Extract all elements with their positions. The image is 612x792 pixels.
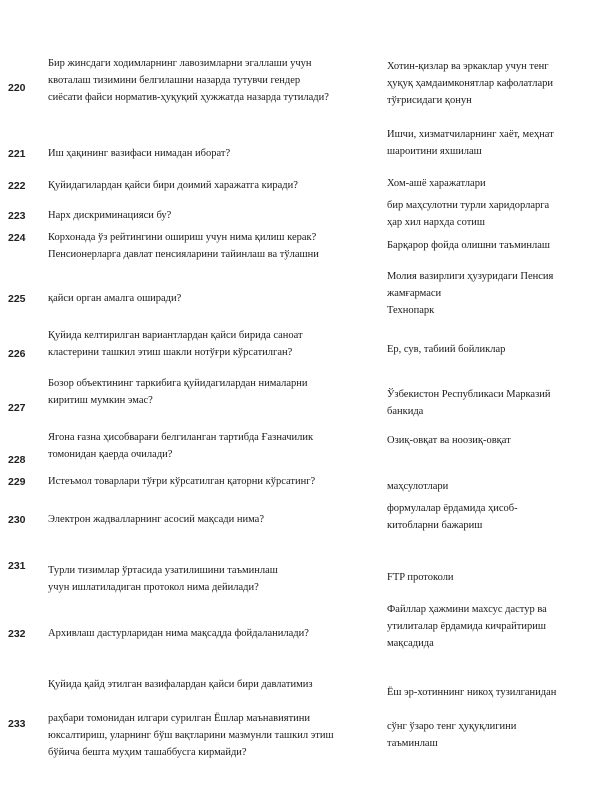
question-text (48, 511, 383, 528)
question-line: Қуйида келтирилган вариантлардан қайси бирида саноат (48, 330, 303, 341)
answer-text (387, 500, 609, 534)
question-text (48, 375, 383, 409)
answer-line (387, 701, 609, 718)
answer-line: Хотин-қизлар ва эркаклар учун тенг (387, 61, 549, 72)
answer-line: жамғармаси (387, 288, 442, 299)
question-line: Ягона ғазна ҳисобварағи белгиланган тартибда Ғазначилик (48, 432, 314, 443)
answer-line: Ишчи, хизматчиларнинг хаёт, меҳнат (387, 129, 554, 140)
question-line: Иш ҳақининг вазифаси нимадан иборат? (48, 148, 231, 159)
question-text (48, 55, 383, 106)
answer-line: мақсадида (387, 638, 434, 649)
question-line: Архивлаш дастурларидан нима мақсадда фойдаланилади? (48, 628, 309, 639)
question-line: кластерини ташкил этиш шакли нотўғри кўрсатилган? (48, 347, 293, 358)
question-line: раҳбари томонидан илгари сурилган Ёшлар маънавиятини (48, 713, 311, 724)
question-number: 228 (8, 454, 26, 466)
answer-text (387, 58, 609, 109)
answer-line: Ўзбекистон Республикаси Марказий (387, 389, 551, 400)
question-number: 224 (8, 232, 26, 244)
question-line: юксалтириш, уларнинг бўш вақтларини мазмунли ташкил этиш (48, 730, 334, 741)
question-line: бўйича бешта муҳим ташаббусга кирмайди? (48, 747, 247, 758)
question-text (48, 676, 383, 761)
answer-line: формулалар ёрдамида ҳисоб- (387, 503, 518, 514)
answer-text (387, 432, 609, 449)
answer-line: маҳсулотлари (387, 481, 449, 492)
question-text (48, 562, 383, 596)
question-text (48, 429, 383, 463)
answer-line: Ёш эр-хотиннинг никоҳ тузилганидан (387, 687, 557, 698)
question-number: 229 (8, 476, 26, 488)
answer-line: ҳар хил нархда сотиш (387, 217, 485, 228)
answer-line: Ер, сув, табиий бойликлар (387, 344, 506, 355)
question-line: Қуйида қайд этилган вазифалардан қайси бири давлатимиз (48, 679, 313, 690)
answer-text (387, 601, 609, 652)
answer-text (387, 175, 609, 192)
answer-line: утилиталар ёрдамида кичрайтириш (387, 621, 546, 632)
question-line (48, 693, 383, 710)
question-number: 231 (8, 560, 26, 572)
question-line: Нарх дискриминацияси бу? (48, 210, 172, 221)
question-line: қайси орган амалга оширади? (48, 293, 182, 304)
answer-text (387, 478, 609, 495)
answer-line: Барқарор фойда олишни таъминлаш (387, 240, 550, 251)
answer-line: Озиқ-овқат ва ноозиқ-овқат (387, 435, 511, 446)
question-number: 220 (8, 82, 26, 94)
question-line: Бозор объектининг таркибига қуйидагилардан нималарни (48, 378, 308, 389)
answer-text (387, 684, 609, 752)
answer-line: бир маҳсулотни турли харидорларга (387, 200, 550, 211)
answer-text (387, 126, 609, 160)
question-number: 225 (8, 293, 26, 305)
answer-line: Молия вазирлиги ҳузуридаги Пенсия (387, 271, 554, 282)
question-text (48, 229, 383, 263)
question-line: Истеъмол товарлари тўғри кўрсатилган қаторни кўрсатинг? (48, 476, 316, 487)
question-number: 230 (8, 514, 26, 526)
question-number: 223 (8, 210, 26, 222)
question-number: 226 (8, 348, 26, 360)
answer-line: сўнг ўзаро тенг ҳуқуқлигини (387, 721, 517, 732)
question-number: 232 (8, 628, 26, 640)
question-line: квоталаш тизимини белгилашни назарда тутувчи гендер (48, 75, 301, 86)
question-line: Корхонада ўз рейтингини ошириш учун нима қилиш керак? (48, 232, 317, 243)
question-line: сиёсати файси норматив-ҳуқуқий ҳужжатда назарда тутилади? (48, 92, 329, 103)
answer-line: Хом-ашё харажатлари (387, 178, 486, 189)
question-number: 222 (8, 180, 26, 192)
answer-line: ҳуқуқ ҳамдаимконятлар кафолатлари (387, 78, 554, 89)
answer-text (387, 569, 609, 586)
answer-line: банкида (387, 406, 424, 417)
question-line: Турли тизимлар ўртасида узатилишини таъминлаш (48, 565, 278, 576)
answer-line: FTP протоколи (387, 572, 454, 583)
question-text (48, 177, 383, 194)
answer-text (387, 197, 609, 231)
answer-line: Файллар ҳажмини махсус дастур ва (387, 604, 547, 615)
question-number: 227 (8, 402, 26, 414)
question-text (48, 145, 383, 162)
question-text (48, 207, 383, 224)
question-text (48, 625, 383, 642)
answer-line: шароитини яхшилаш (387, 146, 482, 157)
question-number: 221 (8, 148, 26, 160)
question-number: 233 (8, 718, 26, 730)
question-line: киритиш мумкин эмас? (48, 395, 153, 406)
question-line: Бир жинсдаги ходимларнинг лавозимларни эгаллаши учун (48, 58, 312, 69)
answer-line: Технопарк (387, 305, 435, 316)
answer-text (387, 341, 609, 358)
question-text (48, 327, 383, 361)
answer-text (387, 386, 609, 420)
answer-line: тўғрисидаги қонун (387, 95, 472, 106)
answer-text (387, 268, 609, 319)
question-line: Қуйидагилардан қайси бири доимий харажатга киради? (48, 180, 298, 191)
question-line: учун ишлатиладиган протокол нима дейилади? (48, 582, 259, 593)
question-line: Электрон жадвалларнинг асосий мақсади нима? (48, 514, 264, 525)
answer-line: таъминлаш (387, 738, 438, 749)
question-line: Пенсионерларга давлат пенсияларини тайинлаш ва тўлашни (48, 249, 319, 260)
question-text (48, 473, 383, 490)
question-line: томонидан қаерда очилади? (48, 449, 173, 460)
answer-line: китобларни бажариш (387, 520, 483, 531)
answer-text (387, 237, 609, 254)
question-text (48, 290, 383, 307)
